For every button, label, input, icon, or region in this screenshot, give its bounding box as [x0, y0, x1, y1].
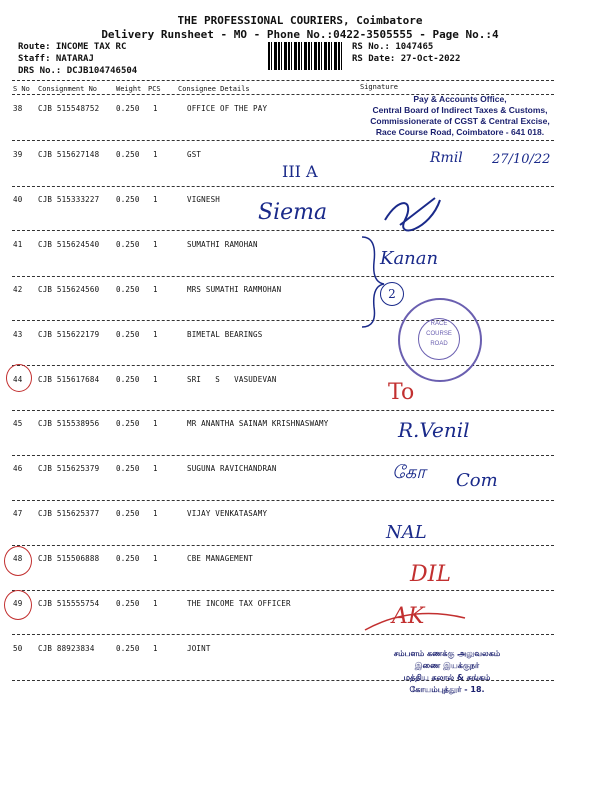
row-sno: 41 — [13, 240, 23, 249]
row-weight: 0.250 — [116, 195, 140, 204]
staff-label: Staff: NATARAJ — [18, 54, 94, 64]
row-weight: 0.250 — [116, 375, 140, 384]
row-pcs: 1 — [153, 464, 158, 473]
row-consignee: SUMATHI RAMOHAN — [187, 240, 258, 249]
row-consignment: CJB 515548752 — [38, 104, 100, 113]
row-pcs: 1 — [153, 419, 158, 428]
row-sno: 43 — [13, 330, 23, 339]
row-consignee: JOINT — [187, 644, 211, 653]
row-pcs: 1 — [153, 509, 158, 518]
tamil-stamp-line: இணை இயக்குநர் — [414, 661, 480, 670]
row-pcs: 1 — [153, 599, 158, 608]
handwritten-signature: DIL — [410, 562, 451, 587]
row-divider — [12, 545, 554, 546]
seal-center: RACE COURSE ROAD — [418, 318, 460, 360]
row-sno: 50 — [13, 644, 23, 653]
tamil-stamp-line: சம்பளம் கணக்கு அலுவலகம் — [393, 649, 501, 658]
row-weight: 0.250 — [116, 330, 140, 339]
route-label: Route: INCOME TAX RC — [18, 42, 127, 52]
row-consignment: CJB 515625377 — [38, 509, 100, 518]
handwritten-signature: R.Venil — [398, 418, 470, 442]
row-consignment: CJB 515333227 — [38, 195, 100, 204]
row-weight: 0.250 — [116, 150, 140, 159]
drs-label: DRS No.: DCJB104746504 — [18, 66, 138, 76]
rs-date: RS Date: 27-Oct-2022 — [352, 54, 461, 64]
row-consignee: GST — [187, 150, 202, 159]
row-weight: 0.250 — [116, 464, 140, 473]
row-divider — [12, 634, 554, 635]
row-sno: 42 — [13, 285, 23, 294]
circled-number: 2 — [380, 282, 404, 306]
tamil-stamp-line: கோயம்புத்தூர் - 18. — [409, 685, 485, 694]
row-divider — [12, 410, 554, 411]
col-consignment: Consignment No — [38, 85, 98, 93]
red-circle-mark — [6, 364, 32, 392]
handwritten-signature: Com — [456, 470, 498, 491]
row-consignment: CJB 515506888 — [38, 554, 100, 563]
row-divider — [12, 455, 554, 456]
tamil-stamp — [352, 648, 542, 696]
col-pcs: PCS — [148, 85, 161, 93]
row-sno: 46 — [13, 464, 23, 473]
row-pcs: 1 — [153, 375, 158, 384]
handwritten-signature: Rmil — [430, 150, 463, 166]
row-sno: 39 — [13, 150, 23, 159]
stamp-line: Central Board of Indirect Taxes & Customs, — [372, 105, 548, 115]
row-pcs: 1 — [153, 104, 158, 113]
row-weight: 0.250 — [116, 599, 140, 608]
col-consignee: Consignee Details — [178, 85, 250, 93]
row-consignee: BIMETAL BEARINGS — [187, 330, 263, 339]
red-circle-mark — [4, 590, 32, 620]
row-pcs: 1 — [153, 554, 158, 563]
row-consignment: CJB 515622179 — [38, 330, 100, 339]
row-consignee: SUGUNA RAVICHANDRAN — [187, 464, 277, 473]
row-sno: 38 — [13, 104, 23, 113]
barcode — [268, 42, 344, 70]
row-consignee: VIGNESH — [187, 195, 221, 204]
runsheet-subtitle: Delivery Runsheet - MO - Phone No.:0422-3505555 - Page No.:4 — [101, 28, 499, 41]
col-sno: S No — [13, 85, 30, 93]
signature-scribble — [380, 190, 450, 234]
row-consignment: CJB 515625379 — [38, 464, 100, 473]
row-weight: 0.250 — [116, 104, 140, 113]
row-weight: 0.250 — [116, 285, 140, 294]
row-consignee: CBE MANAGEMENT — [187, 554, 254, 563]
handwritten-signature: NAL — [386, 522, 427, 543]
row-consignment: CJB 515624560 — [38, 285, 100, 294]
row-divider — [12, 500, 554, 501]
handwritten-mark: III A — [282, 162, 318, 181]
row-consignment: CJB 515555754 — [38, 599, 100, 608]
tamil-stamp-line: மத்திய கலால் & சுங்கம் — [403, 673, 491, 682]
stamp-line: Race Course Road, Coimbatore - 641 018. — [375, 127, 545, 137]
handwritten-signature: Siema — [258, 200, 328, 225]
row-sno: 44 — [13, 375, 23, 384]
row-divider — [12, 276, 554, 277]
red-circle-mark — [4, 546, 32, 576]
row-consignment: CJB 515617684 — [38, 375, 100, 384]
row-weight: 0.250 — [116, 419, 140, 428]
company-seal — [398, 298, 482, 382]
stamp-line: Commissionerate of CGST & Central Excise, — [370, 116, 550, 126]
stamp-line: Pay & Accounts Office, — [413, 94, 507, 104]
row-pcs: 1 — [153, 195, 158, 204]
row-pcs: 1 — [153, 285, 158, 294]
office-stamp — [355, 94, 565, 144]
row-divider — [12, 590, 554, 591]
col-signature: Signature — [360, 83, 398, 91]
row-divider — [12, 230, 554, 231]
rs-number: RS No.: 1047465 — [352, 42, 434, 52]
brace-mark — [352, 232, 392, 332]
row-consignee: MR ANANTHA SAINAM KRISHNASWAMY — [187, 419, 329, 428]
row-divider — [12, 186, 554, 187]
col-weight: Weight — [116, 85, 142, 93]
handwritten-signature: To — [388, 380, 415, 405]
row-pcs: 1 — [153, 644, 158, 653]
row-weight: 0.250 — [116, 554, 140, 563]
row-consignment: CJB 515627148 — [38, 150, 100, 159]
header-rule-top — [12, 80, 554, 81]
row-consignment: CJB 515624540 — [38, 240, 100, 249]
row-consignee: SRI S VASUDEVAN — [187, 375, 277, 384]
row-sno: 48 — [13, 554, 23, 563]
row-pcs: 1 — [153, 240, 158, 249]
row-sno: 40 — [13, 195, 23, 204]
handwritten-date: 27/10/22 — [492, 152, 551, 167]
row-consignee: VIJAY VENKATASAMY — [187, 509, 268, 518]
row-sno: 47 — [13, 509, 23, 518]
row-consignee: OFFICE OF THE PAY — [187, 104, 268, 113]
handwritten-signature: கோ — [392, 462, 426, 483]
row-consignment: CJB 515538956 — [38, 419, 100, 428]
handwritten-signature: AK — [392, 604, 425, 629]
row-weight: 0.250 — [116, 644, 140, 653]
row-weight: 0.250 — [116, 240, 140, 249]
row-consignee: MRS SUMATHI RAMMOHAN — [187, 285, 282, 294]
row-sno: 49 — [13, 599, 23, 608]
row-pcs: 1 — [153, 150, 158, 159]
row-sno: 45 — [13, 419, 23, 428]
row-consignee: THE INCOME TAX OFFICER — [187, 599, 291, 608]
company-title: THE PROFESSIONAL COURIERS, Coimbatore — [177, 14, 423, 27]
red-underline-scribble — [360, 600, 470, 640]
row-weight: 0.250 — [116, 509, 140, 518]
row-pcs: 1 — [153, 330, 158, 339]
row-consignment: CJB 88923834 — [38, 644, 95, 653]
handwritten-signature: Kanan — [380, 248, 439, 269]
